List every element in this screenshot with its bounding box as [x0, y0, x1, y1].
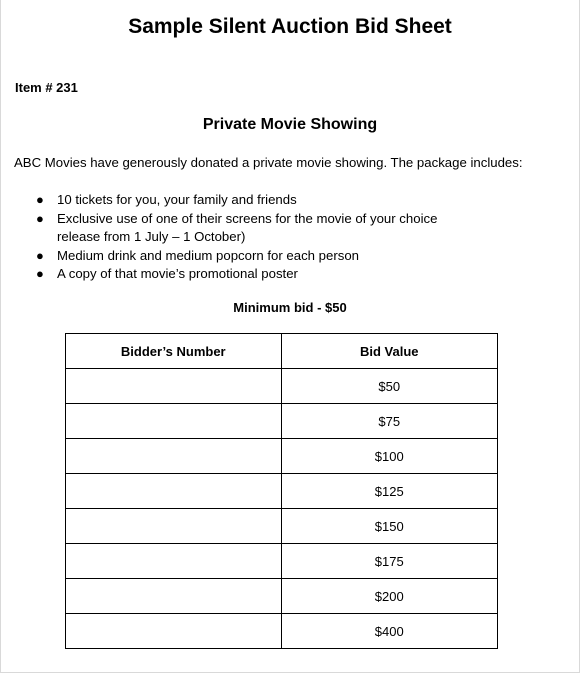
minimum-bid: Minimum bid - $50: [233, 300, 347, 315]
intro-text: ABC Movies have generously donated a private movie showing. The package includes:: [14, 155, 523, 170]
table-row: [66, 579, 498, 614]
bidder-number-cell[interactable]: [66, 369, 282, 404]
bid-value-cell: $175: [281, 544, 497, 579]
bidder-number-cell[interactable]: [66, 544, 282, 579]
package-list-item: [34, 191, 487, 210]
table-row: [66, 369, 498, 404]
bidder-number-cell[interactable]: [66, 474, 282, 509]
package-list-item: [34, 210, 457, 247]
document-title: Sample Silent Auction Bid Sheet: [128, 15, 452, 38]
table-row: [66, 614, 498, 649]
bid-value-cell: $400: [281, 614, 497, 649]
bullet-icon: ●: [36, 210, 44, 226]
table-row: [66, 404, 498, 439]
item-subtitle: Private Movie Showing: [202, 116, 378, 133]
bullet-icon: ●: [36, 266, 44, 281]
package-item-text: 10 tickets for you, your family and friends: [57, 192, 297, 207]
package-list-item: [34, 265, 487, 284]
bidder-number-cell[interactable]: [66, 439, 282, 474]
bidder-number-header: Bidder’s Number: [66, 334, 282, 369]
package-list: [34, 191, 487, 284]
bid-value-cell: $150: [281, 509, 497, 544]
bid-value-cell: $75: [281, 404, 497, 439]
bid-table: [65, 333, 498, 649]
bullet-icon: ●: [36, 247, 44, 263]
table-row: [66, 509, 498, 544]
bid-value-cell: $200: [281, 579, 497, 614]
table-header-row: [66, 334, 498, 369]
package-item-text: Medium drink and medium popcorn for each person: [57, 247, 360, 263]
bidder-number-cell[interactable]: [66, 614, 282, 649]
bid-value-header: Bid Value: [281, 334, 497, 369]
item-number: Item # 231: [15, 80, 78, 95]
bid-value-cell: $50: [281, 369, 497, 404]
table-row: [66, 474, 498, 509]
package-item-text: Exclusive use of one of their screens for the movie of your choice release from 1 July – 1 October): [57, 210, 438, 244]
bidder-number-cell[interactable]: [66, 579, 282, 614]
table-row: [66, 439, 498, 474]
bullet-icon: ●: [36, 192, 44, 207]
bidder-number-cell[interactable]: [66, 509, 282, 544]
package-list-item: [34, 247, 487, 266]
package-item-text: A copy of that movie’s promotional poster: [57, 266, 298, 281]
bidder-number-cell[interactable]: [66, 404, 282, 439]
bid-value-cell: $125: [281, 474, 497, 509]
bid-value-cell: $100: [281, 439, 497, 474]
table-row: [66, 544, 498, 579]
